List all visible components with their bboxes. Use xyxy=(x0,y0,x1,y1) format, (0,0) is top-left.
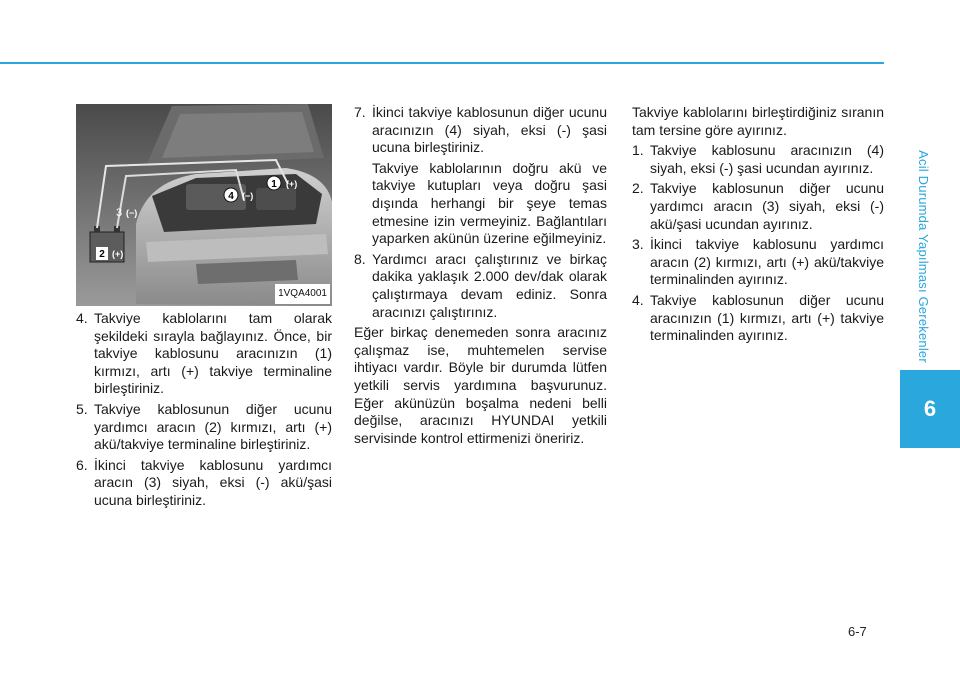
step-text: Takviye kablosunu aracınızın (4) siyah, eksi (-) şasi ucundan ayırınız. xyxy=(650,142,884,176)
figure-code: 1VQA4001 xyxy=(275,284,330,304)
step-number: 8. xyxy=(354,250,366,267)
section-title-text: Acil Durumda Yapılması Gerekenler xyxy=(915,149,931,363)
column-3 xyxy=(632,104,884,348)
callout-3-polarity: (−) xyxy=(126,208,138,218)
page-number: 6-7 xyxy=(848,624,867,639)
step-text: Takviye kablolarını tam olarak şekildeki sırayla bağlayınız. Önce, bir takviye kablosunu aracınızın (1) kırmızı, artı (+) takviye terminaline birleştiriniz. xyxy=(94,310,332,397)
callout-1-label: 1 xyxy=(271,179,277,190)
section-title xyxy=(893,146,953,366)
connect-steps-list-continued xyxy=(354,104,607,321)
list-item xyxy=(76,401,332,454)
disconnect-steps-list xyxy=(632,142,884,345)
service-paragraph: Eğer birkaç denemeden sonra aracınız çalışmaz ise, muhtemelen servise ihtiyacı vardır. Böyle bir durumda lütfen yetkili servis yardımına başvurunuz. Eğer akünüzün boşalma nedeni belli değilse, aracınızı HYUNDAI yetkili servisinde kontrol ettirmenizi öneririz. xyxy=(354,324,607,446)
callout-3-label: 3 xyxy=(116,207,123,219)
list-item xyxy=(632,236,884,289)
step-text: Takviye kablosunun diğer ucunu aracınızın (1) kırmızı, artı (+) takviye terminalinden ayırınız. xyxy=(650,291,884,344)
chapter-number: 6 xyxy=(923,396,937,421)
list-item xyxy=(76,310,332,398)
column-1 xyxy=(76,104,332,513)
step-number: 2. xyxy=(632,180,644,197)
step-number: 3. xyxy=(632,236,644,253)
step-number: 1. xyxy=(632,142,644,159)
callout-1-polarity: (+) xyxy=(286,179,298,189)
step-number: 5. xyxy=(76,400,88,417)
connect-steps-list xyxy=(76,310,332,510)
list-item xyxy=(354,104,607,248)
grille xyxy=(196,260,298,284)
callout-4-polarity: (−) xyxy=(242,191,254,201)
callout-4-label: 4 xyxy=(228,191,234,202)
list-item xyxy=(632,292,884,345)
car-engine-bay-illustration xyxy=(76,104,332,306)
disconnect-intro: Takviye kablolarını birleştirdiğiniz sıranın tam tersine göre ayırınız. xyxy=(632,104,884,138)
column-2 xyxy=(354,104,607,450)
step-number: 6. xyxy=(76,456,88,473)
step-text: İkinci takviye kablosunu yardımcı aracın (2) kırmızı, artı (+) akü/takviye terminalinden ayırınız. xyxy=(650,236,884,288)
list-item xyxy=(632,142,884,177)
callout-2-label: 2 xyxy=(99,249,105,260)
step-text: İkinci takviye kablosunu yardımcı aracın (3) siyah, eksi (-) akü/şasi ucuna birleştiriniz. xyxy=(94,456,332,508)
step-note: Takviye kablolarının doğru akü ve takviye kutupları veya doğru şasi dışında herhangi bir şeye temas etmesine izin vermeyiniz. Bağlantıları yaparken akünün üzerine eğilmeyiniz. xyxy=(372,159,607,247)
step-number: 4. xyxy=(76,310,88,326)
callout-2-polarity: (+) xyxy=(112,249,124,259)
step-text: Takviye kablosunun diğer ucunu yardımcı aracın (2) kırmızı, artı (+) akü/takviye terminaline birleştiriniz. xyxy=(94,400,332,453)
step-text: İkinci takviye kablosunun diğer ucunu aracınızın (4) siyah, eksi (-) şasi ucuna birleştiriniz. xyxy=(372,104,607,156)
header-rule xyxy=(0,62,884,64)
jump-start-illustration xyxy=(76,104,332,306)
list-item xyxy=(354,251,607,321)
step-number: 4. xyxy=(632,291,644,308)
chapter-tab xyxy=(900,370,960,448)
list-item xyxy=(632,180,884,233)
step-text: Takviye kablosunun diğer ucunu yardımcı aracın (3) siyah, eksi (-) akü/şasi ucundan ayırınız. xyxy=(650,180,884,232)
list-item xyxy=(76,457,332,510)
step-text: Yardımcı aracı çalıştırınız ve birkaç dakika yaklaşık 2.000 dev/dak olarak çalıştırmaya devam ediniz. Sonra aracınızı çalıştırınız. xyxy=(372,250,607,320)
step-number: 7. xyxy=(354,104,366,120)
